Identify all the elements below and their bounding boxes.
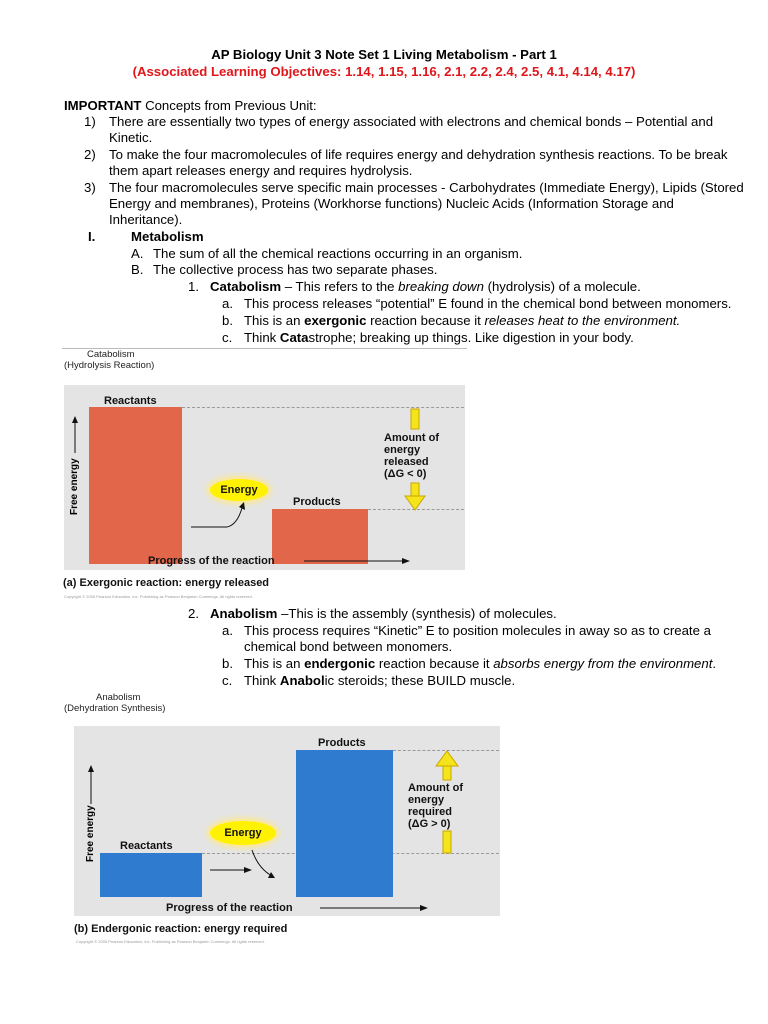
catabolism-term: Catabolism [210,279,282,294]
anabolism-b-term: endergonic [304,656,376,671]
catabolism-products-label: Products [293,496,341,508]
catabolism-amount-line-2: energy [384,444,421,456]
anabolism-c-num: c. [222,673,233,688]
important-heading [64,98,317,115]
anabolism-amount-line-3: required [408,806,453,818]
important-item-2-num: 2) [84,147,96,162]
anabolism-c-term: Anabol [279,673,325,688]
anabolism-x-axis-arrow-icon [318,903,430,913]
anabolism-products-bar [296,750,393,897]
catabolism-energy-release-arrow-icon [187,500,247,530]
important-label: IMPORTANT [64,98,142,113]
catabolism-a-text: This process releases “potential” E found in the chemical bond between monomers. [244,296,732,311]
catabolism-c-num: c. [222,330,233,345]
anabolism-amount-line-1: Amount of [408,782,463,794]
catabolism-x-axis-label: Progress of the reaction [148,555,275,567]
anabolism-b-text [244,656,716,673]
catabolism-header-1: Catabolism [87,349,135,360]
anabolism-energy-oval: Energy [210,821,276,845]
catabolism-b-term: exergonic [304,313,367,328]
catabolism-reactants-label: Reactants [104,395,157,407]
catabolism-b-num: b. [222,313,233,328]
catabolism-post: (hydrolysis) of a molecule. [483,279,641,294]
catabolism-x-axis-arrow-icon [302,556,412,566]
important-item-3-line-2: Energy and membranes), Proteins (Workhorse functions) Nucleic Acids (Information Storage and [109,196,674,211]
catabolism-y-axis-arrow-icon [70,415,80,455]
important-item-1-line-2: Kinetic. [109,130,153,145]
point-b-num: B. [131,262,144,277]
section-number: I. [88,229,96,244]
catabolism-pre: – This refers to the [281,279,399,294]
catabolism-amount-line-4: (ΔG < 0) [384,468,427,480]
catabolism-header-2: (Hydrolysis Reaction) [64,360,155,371]
catabolism-figure [62,345,467,598]
catabolism-energy-released-arrow-icon [404,407,426,513]
anabolism-b-pre: This is an [244,656,305,671]
catabolism-em: breaking down [398,279,484,294]
anabolism-figure [62,690,502,944]
catabolism-num: 1. [188,279,199,294]
section-title: Metabolism [131,229,204,244]
anabolism-caption: (b) Endergonic reaction: energy required [74,923,288,935]
anabolism-x-axis-label: Progress of the reaction [166,902,293,914]
anabolism-energy-required-arrow-icon [435,749,459,855]
anabolism-c-post: ic steroids; these BUILD muscle. [324,673,516,688]
anabolism-a-num: a. [222,623,233,638]
anabolism-b-em: absorbs energy from the environment [493,656,713,671]
anabolism-reactants-label: Reactants [120,840,173,852]
important-rest: Concepts from Previous Unit: [141,98,317,113]
catabolism-definition [210,279,641,296]
anabolism-copyright: Copyright © 2005 Pearson Education, Inc. Publishing as Pearson Benjamin Cummings. All rights reserved. [76,939,265,944]
anabolism-b-end: . [712,656,717,671]
anabolism-c-text [244,673,515,690]
learning-objectives: (Associated Learning Objectives: 1.14, 1.15, 1.16, 2.1, 2.2, 2.4, 2.5, 4.1, 4.14, 4.17) [132,64,636,79]
important-item-2-line-1: To make the four macromolecules of life requires energy and dehydration synthesis reactions. To be break [109,147,728,162]
page-title: AP Biology Unit 3 Note Set 1 Living Metabolism - Part 1 [211,47,557,62]
catabolism-a-num: a. [222,296,233,311]
anabolism-a-line-1: This process requires “Kinetic” E to position molecules in away so as to create a [244,623,711,638]
catabolism-amount-line-1: Amount of [384,432,439,444]
catabolism-b-em: releases heat to the environment. [484,313,681,328]
catabolism-copyright: Copyright © 2005 Pearson Education, Inc. Publishing as Pearson Benjamin Cummings. All rights reserved. [64,594,253,599]
catabolism-y-axis-label: Free energy [69,458,80,515]
anabolism-c-pre: Think [244,673,280,688]
anabolism-post: –This is the assembly (synthesis) of molecules. [277,606,557,621]
anabolism-y-axis-arrow-icon [86,764,96,806]
anabolism-energy-input-arrow-icon [206,848,276,884]
anabolism-amount-line-4: (ΔG > 0) [408,818,451,830]
anabolism-b-num: b. [222,656,233,671]
anabolism-header-1: Anabolism [96,692,141,703]
anabolism-num: 2. [188,606,199,621]
point-a-num: A. [131,246,144,261]
important-item-1-line-1: There are essentially two types of energy associated with electrons and chemical bonds – Potential and [109,114,714,129]
anabolism-amount-line-2: energy [408,794,445,806]
important-item-3-line-3: Inheritance). [109,212,183,227]
anabolism-reactants-bar [100,853,202,897]
catabolism-reactants-bar [89,407,182,564]
important-item-3-num: 3) [84,180,96,195]
anabolism-a-line-2: chemical bond between monomers. [244,639,453,654]
catabolism-c-post: strophe; breaking up things. Like digestion in your body. [308,330,634,345]
important-item-1-num: 1) [84,114,96,129]
catabolism-c-pre: Think [244,330,280,345]
important-item-2-line-2: them apart releases energy and requires hydrolysis. [109,163,413,178]
point-b-text: The collective process has two separate phases. [153,262,438,277]
catabolism-b-mid: reaction because it [366,313,485,328]
anabolism-y-axis-label: Free energy [85,805,96,862]
catabolism-c-term: Cata [279,330,309,345]
anabolism-term: Anabolism [210,606,278,621]
catabolism-b-text [244,313,680,330]
catabolism-amount-line-3: released [384,456,429,468]
anabolism-b-mid: reaction because it [375,656,494,671]
catabolism-energy-oval: Energy [210,479,268,501]
anabolism-products-label: Products [318,737,366,749]
anabolism-header-2: (Dehydration Synthesis) [64,703,166,714]
anabolism-definition [210,606,557,623]
point-a-text: The sum of all the chemical reactions occurring in an organism. [153,246,523,261]
important-item-3-line-1: The four macromolecules serve specific main processes - Carbohydrates (Immediate Energy), Lipids (Stored [109,180,744,195]
catabolism-caption: (a) Exergonic reaction: energy released [63,577,270,589]
catabolism-b-pre: This is an [244,313,305,328]
